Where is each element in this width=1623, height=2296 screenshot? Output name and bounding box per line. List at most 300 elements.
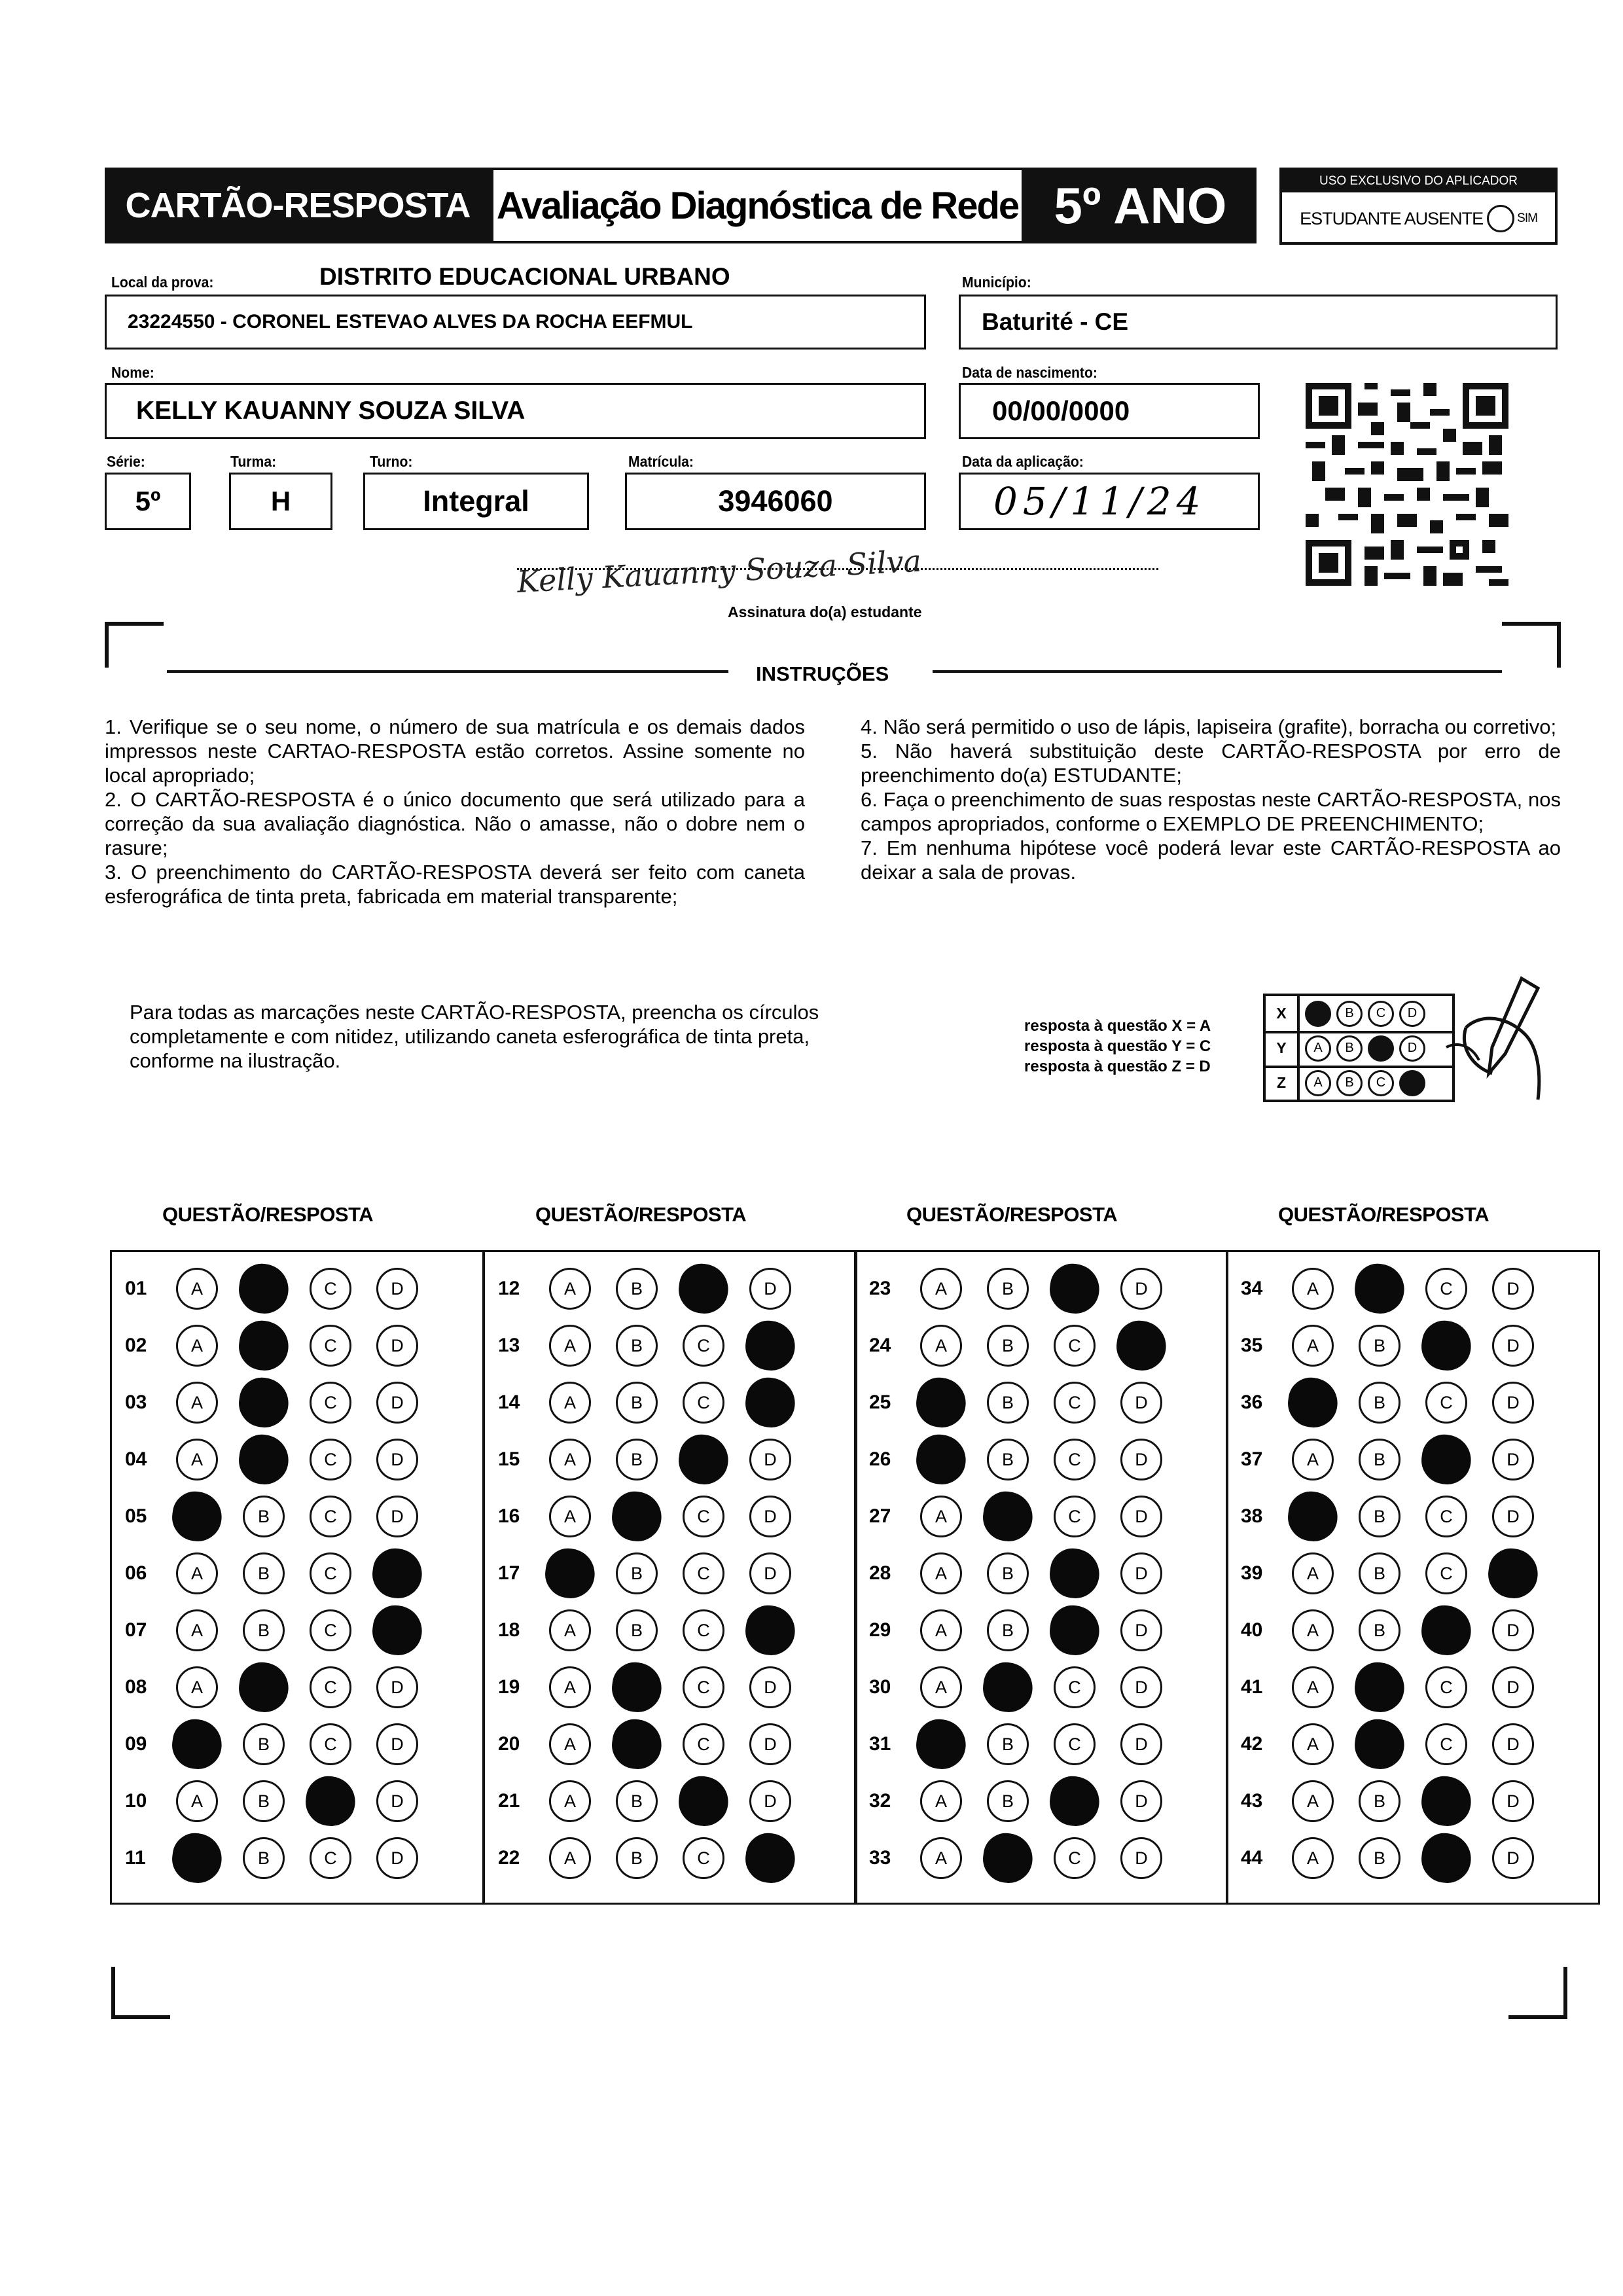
- instructions-title: INSTRUÇÕES: [756, 662, 889, 685]
- answer-bubble-d[interactable]: D: [1492, 1723, 1534, 1765]
- answer-bubble-a[interactable]: A: [176, 1609, 218, 1651]
- answer-bubble-b[interactable]: B: [616, 1780, 658, 1822]
- answer-bubble-d[interactable]: D: [1120, 1382, 1162, 1424]
- corner-mark-top-right-v: [1557, 622, 1561, 668]
- question-row: [856, 1721, 1226, 1768]
- answer-bubble-d[interactable]: D: [749, 1552, 791, 1594]
- answer-bubble-b[interactable]: B: [616, 1268, 658, 1310]
- answer-bubble-a[interactable]: [542, 1545, 597, 1601]
- answer-bubble-b[interactable]: B: [616, 1325, 658, 1367]
- answer-bubble-d[interactable]: [742, 1318, 798, 1373]
- answer-bubble-d[interactable]: [742, 1830, 798, 1886]
- answer-bubble-a[interactable]: A: [176, 1268, 218, 1310]
- answer-bubble-c[interactable]: C: [1054, 1325, 1096, 1367]
- answer-bubble-a[interactable]: A: [920, 1837, 962, 1879]
- answer-bubble-c[interactable]: C: [310, 1268, 351, 1310]
- example-bubble: A: [1305, 1035, 1331, 1062]
- answer-bubble-d[interactable]: D: [1492, 1325, 1534, 1367]
- answer-bubble-a[interactable]: A: [1292, 1723, 1334, 1765]
- question-row: [1228, 1493, 1598, 1540]
- answer-bubble-a[interactable]: A: [920, 1325, 962, 1367]
- answer-bubble-d[interactable]: D: [376, 1382, 418, 1424]
- question-number: 40: [1241, 1619, 1263, 1641]
- applicator-box: [1279, 168, 1558, 245]
- question-number: 30: [869, 1676, 891, 1698]
- answer-bubble-d[interactable]: D: [1492, 1439, 1534, 1480]
- serie-value: 5º: [135, 486, 161, 516]
- turno-label: Turno:: [370, 453, 413, 470]
- question-number: 29: [869, 1619, 891, 1641]
- answer-bubble-b[interactable]: B: [243, 1837, 285, 1879]
- answer-bubble-a[interactable]: A: [176, 1780, 218, 1822]
- instruction-6: 6. Faça o preenchimento de suas respostas neste CARTÃO-RESPOSTA, nos campos apropriados, conforme o EXEMPLO DE PREENCHIMENTO;: [861, 788, 1561, 835]
- answer-bubble-b[interactable]: [236, 1659, 291, 1715]
- answer-bubble-b[interactable]: [1351, 1659, 1407, 1715]
- answer-bubble-d[interactable]: [369, 1602, 425, 1658]
- question-number: 39: [1241, 1562, 1263, 1584]
- answer-bubble-a[interactable]: A: [1292, 1609, 1334, 1651]
- question-number: 13: [498, 1335, 520, 1356]
- example-bubble: C: [1368, 1070, 1394, 1096]
- question-number: 02: [125, 1335, 147, 1356]
- example-bubble: B: [1336, 1001, 1363, 1027]
- turno-value: Integral: [423, 484, 529, 518]
- example-row: [1266, 1031, 1452, 1068]
- answer-bubble-a[interactable]: A: [549, 1723, 591, 1765]
- applicator-title: USO EXCLUSIVO DO APLICADOR: [1282, 170, 1555, 192]
- answer-bubble-b[interactable]: [236, 1374, 291, 1430]
- answer-bubble-d[interactable]: D: [1492, 1496, 1534, 1537]
- answer-bubble-a[interactable]: [913, 1716, 969, 1772]
- corner-mark-bottom-left: [111, 2015, 170, 2019]
- question-number: 04: [125, 1448, 147, 1470]
- answer-bubble-d[interactable]: D: [376, 1780, 418, 1822]
- answer-bubble-a[interactable]: A: [549, 1439, 591, 1480]
- answer-bubble-c[interactable]: C: [310, 1439, 351, 1480]
- instructions-right: [861, 715, 1561, 884]
- answer-bubble-a[interactable]: A: [176, 1552, 218, 1594]
- answer-bubble-d[interactable]: D: [1120, 1439, 1162, 1480]
- answer-bubble-b[interactable]: B: [1359, 1496, 1400, 1537]
- answer-bubble-a[interactable]: A: [1292, 1666, 1334, 1708]
- answer-bubble-c[interactable]: C: [310, 1723, 351, 1765]
- question-row: [856, 1379, 1226, 1426]
- question-row: [112, 1835, 482, 1882]
- answer-bubble-d[interactable]: D: [376, 1496, 418, 1537]
- answer-bubble-d[interactable]: [1485, 1545, 1541, 1601]
- nome-value: KELLY KAUANNY SOUZA SILVA: [136, 397, 526, 425]
- answer-bubble-a[interactable]: A: [549, 1268, 591, 1310]
- question-number: 17: [498, 1562, 520, 1584]
- answer-bubble-d[interactable]: D: [749, 1666, 791, 1708]
- question-number: 23: [869, 1278, 891, 1299]
- answer-bubble-c[interactable]: C: [1054, 1496, 1096, 1537]
- answer-bubble-a[interactable]: A: [549, 1837, 591, 1879]
- example-row-label: Z: [1266, 1066, 1300, 1100]
- question-row: [1228, 1835, 1598, 1882]
- absent-yes-label: SIM: [1517, 211, 1537, 225]
- question-number: 09: [125, 1733, 147, 1755]
- answer-bubble-d[interactable]: D: [1492, 1609, 1534, 1651]
- answer-bubble-d[interactable]: D: [749, 1780, 791, 1822]
- answer-bubble-a[interactable]: [1285, 1374, 1340, 1430]
- answer-bubble-a[interactable]: [169, 1716, 224, 1772]
- answer-bubble-d[interactable]: D: [1492, 1382, 1534, 1424]
- answer-bubble-d[interactable]: D: [1120, 1837, 1162, 1879]
- answer-bubble-c[interactable]: C: [683, 1666, 724, 1708]
- corner-mark-top-right: [1502, 622, 1561, 626]
- answer-bubble-c[interactable]: C: [310, 1325, 351, 1367]
- answer-bubble-b[interactable]: B: [987, 1609, 1029, 1651]
- answer-bubble-c[interactable]: C: [1425, 1666, 1467, 1708]
- answer-bubble-a[interactable]: A: [1292, 1780, 1334, 1822]
- answer-bubble-c[interactable]: C: [1054, 1723, 1096, 1765]
- answer-bubble-c[interactable]: C: [1425, 1496, 1467, 1537]
- answer-bubble-d[interactable]: [369, 1545, 425, 1601]
- answer-bubble-d[interactable]: D: [749, 1723, 791, 1765]
- answer-bubble-a[interactable]: A: [549, 1325, 591, 1367]
- answer-bubble-c[interactable]: C: [683, 1496, 724, 1537]
- answer-bubble-b[interactable]: B: [616, 1609, 658, 1651]
- question-number: 22: [498, 1847, 520, 1869]
- question-number: 33: [869, 1847, 891, 1869]
- question-row: [485, 1835, 855, 1882]
- example-bubble: C: [1368, 1001, 1394, 1027]
- district-name: DISTRITO EDUCACIONAL URBANO: [319, 263, 730, 290]
- corner-mark-bottom-right: [1508, 2015, 1567, 2019]
- question-number: 32: [869, 1790, 891, 1812]
- nascimento-label: Data de nascimento:: [962, 364, 1097, 381]
- answer-bubble-c[interactable]: C: [683, 1837, 724, 1879]
- answer-bubble-c[interactable]: C: [683, 1609, 724, 1651]
- question-row: [485, 1322, 855, 1369]
- answer-bubble-b[interactable]: B: [987, 1439, 1029, 1480]
- answer-bubble-b[interactable]: B: [1359, 1439, 1400, 1480]
- answer-bubble-d[interactable]: D: [376, 1325, 418, 1367]
- answer-bubble-c[interactable]: C: [310, 1609, 351, 1651]
- answer-bubble-a[interactable]: [169, 1488, 224, 1544]
- answer-bubble-a[interactable]: [1285, 1488, 1340, 1544]
- answer-bubble-a[interactable]: [913, 1374, 969, 1430]
- signature: Kelly Kauanny Souza Silva: [516, 543, 923, 600]
- question-row: [856, 1493, 1226, 1540]
- answer-bubble-d[interactable]: D: [376, 1666, 418, 1708]
- question-number: 20: [498, 1733, 520, 1755]
- instruction-3: 3. O preenchimento do CARTÃO-RESPOSTA deverá ser feito com caneta esferográfica de tinta preta, fabricada em material transparente;: [105, 861, 805, 908]
- question-number: 35: [1241, 1335, 1263, 1356]
- example-bubble: A: [1305, 1070, 1331, 1096]
- answer-bubble-c[interactable]: [675, 1431, 731, 1487]
- answer-bubble-c[interactable]: C: [310, 1666, 351, 1708]
- answer-bubble-a[interactable]: A: [176, 1439, 218, 1480]
- instructions-rule-left: [167, 670, 728, 673]
- answer-bubble-d[interactable]: D: [376, 1268, 418, 1310]
- question-header: QUESTÃO/RESPOSTA: [162, 1203, 374, 1226]
- aplicacao-field: [959, 473, 1260, 530]
- answer-bubble-c[interactable]: C: [683, 1325, 724, 1367]
- question-row: [112, 1607, 482, 1654]
- answer-bubble-c[interactable]: C: [1425, 1268, 1467, 1310]
- question-number: 42: [1241, 1733, 1263, 1755]
- answer-bubble-d[interactable]: D: [1120, 1609, 1162, 1651]
- question-row: [1228, 1265, 1598, 1312]
- answer-bubble-b[interactable]: [609, 1488, 664, 1544]
- answer-bubble-c[interactable]: [1046, 1773, 1102, 1829]
- answer-bubble-d[interactable]: D: [1120, 1552, 1162, 1594]
- nome-label: Nome:: [111, 364, 154, 381]
- answer-bubble-c[interactable]: C: [1425, 1723, 1467, 1765]
- answer-bubble-b[interactable]: B: [987, 1552, 1029, 1594]
- answer-bubble-b[interactable]: [609, 1659, 664, 1715]
- answer-bubble-b[interactable]: [980, 1830, 1035, 1886]
- answer-bubble-c[interactable]: C: [683, 1552, 724, 1594]
- answer-bubble-b[interactable]: B: [243, 1723, 285, 1765]
- absent-bubble[interactable]: [1487, 205, 1514, 232]
- question-row: [485, 1664, 855, 1711]
- question-row: [1228, 1721, 1598, 1768]
- answer-bubble-d[interactable]: D: [1120, 1723, 1162, 1765]
- answer-bubble-c[interactable]: C: [310, 1552, 351, 1594]
- answer-bubble-a[interactable]: A: [920, 1268, 962, 1310]
- question-row: [1228, 1436, 1598, 1483]
- answer-bubble-d[interactable]: D: [749, 1496, 791, 1537]
- instruction-5: 5. Não haverá substituição deste CARTÃO-RESPOSTA por erro de preenchimento do(a) ESTUDANTE;: [861, 740, 1561, 787]
- aplicacao-label: Data da aplicação:: [962, 453, 1084, 470]
- answer-bubble-c[interactable]: C: [310, 1496, 351, 1537]
- question-row: [1228, 1322, 1598, 1369]
- instruction-2: 2. O CARTÃO-RESPOSTA é o único documento que será utilizado para a correção da sua avaliação diagnóstica. Não o amasse, não o dobre nem o rasure;: [105, 788, 805, 859]
- answer-bubble-a[interactable]: A: [920, 1666, 962, 1708]
- answer-bubble-a[interactable]: A: [549, 1382, 591, 1424]
- answer-bubble-b[interactable]: [609, 1716, 664, 1772]
- answer-bubble-c[interactable]: C: [310, 1382, 351, 1424]
- answer-bubble-a[interactable]: A: [1292, 1268, 1334, 1310]
- question-row: [112, 1778, 482, 1825]
- answer-bubble-b[interactable]: B: [243, 1609, 285, 1651]
- question-row: [856, 1265, 1226, 1312]
- answer-bubble-d[interactable]: [742, 1374, 798, 1430]
- question-number: 11: [125, 1847, 146, 1869]
- answer-bubble-c[interactable]: C: [1054, 1837, 1096, 1879]
- answer-bubble-a[interactable]: [169, 1830, 224, 1886]
- answer-bubble-a[interactable]: A: [549, 1609, 591, 1651]
- question-number: 24: [869, 1335, 891, 1356]
- answer-bubble-c[interactable]: [675, 1261, 731, 1316]
- answer-bubble-a[interactable]: A: [920, 1780, 962, 1822]
- answer-bubble-c[interactable]: C: [683, 1723, 724, 1765]
- answer-bubble-d[interactable]: D: [749, 1439, 791, 1480]
- answer-bubble-c[interactable]: C: [310, 1837, 351, 1879]
- answer-bubble-b[interactable]: B: [616, 1837, 658, 1879]
- answer-bubble-b[interactable]: B: [1359, 1837, 1400, 1879]
- question-number: 25: [869, 1391, 891, 1413]
- example-row-label: X: [1266, 996, 1300, 1031]
- answer-bubble-b[interactable]: B: [243, 1496, 285, 1537]
- question-row: [1228, 1550, 1598, 1597]
- answer-bubble-a[interactable]: A: [176, 1666, 218, 1708]
- answer-bubble-d[interactable]: D: [1492, 1837, 1534, 1879]
- absent-label: ESTUDANTE AUSENTE: [1300, 208, 1484, 228]
- question-row: [485, 1436, 855, 1483]
- answer-bubble-b[interactable]: B: [616, 1382, 658, 1424]
- example-row-label: Y: [1266, 1031, 1300, 1066]
- example-bubble: B: [1336, 1070, 1363, 1096]
- answer-bubble-b[interactable]: B: [1359, 1325, 1400, 1367]
- instructions-left: [105, 715, 805, 908]
- answer-bubble-c[interactable]: [1418, 1602, 1474, 1658]
- question-header: QUESTÃO/RESPOSTA: [1278, 1203, 1489, 1226]
- answer-bubble-d[interactable]: D: [1492, 1780, 1534, 1822]
- matricula-field: [625, 473, 926, 530]
- answer-bubble-c[interactable]: C: [1054, 1666, 1096, 1708]
- answer-bubble-a[interactable]: A: [176, 1325, 218, 1367]
- answer-bubble-b[interactable]: B: [243, 1780, 285, 1822]
- answer-bubble-c[interactable]: [1046, 1261, 1102, 1316]
- answer-bubble-b[interactable]: [980, 1659, 1035, 1715]
- answer-bubble-b[interactable]: [236, 1318, 291, 1373]
- answer-bubble-c[interactable]: [1046, 1602, 1102, 1658]
- answer-bubble-c[interactable]: C: [1054, 1439, 1096, 1480]
- answer-bubble-b[interactable]: [1351, 1261, 1407, 1316]
- question-number: 07: [125, 1619, 147, 1641]
- answer-bubble-a[interactable]: A: [1292, 1552, 1334, 1594]
- answer-bubble-a[interactable]: A: [920, 1496, 962, 1537]
- example-bubble: [1305, 1001, 1331, 1027]
- answer-bubble-a[interactable]: A: [1292, 1325, 1334, 1367]
- question-row: [856, 1835, 1226, 1882]
- answer-bubble-a[interactable]: A: [1292, 1439, 1334, 1480]
- example-bubble: [1368, 1035, 1394, 1062]
- answer-bubble-c[interactable]: C: [1054, 1382, 1096, 1424]
- answer-bubble-a[interactable]: [913, 1431, 969, 1487]
- answer-bubble-c[interactable]: [1046, 1545, 1102, 1601]
- question-number: 28: [869, 1562, 891, 1584]
- answer-bubble-d[interactable]: D: [1120, 1268, 1162, 1310]
- question-row: [485, 1721, 855, 1768]
- answer-bubble-c[interactable]: C: [1425, 1382, 1467, 1424]
- matricula-value: 3946060: [718, 484, 833, 518]
- nome-field: [105, 383, 926, 439]
- answer-bubble-d[interactable]: D: [1120, 1666, 1162, 1708]
- example-bubble: B: [1336, 1035, 1363, 1062]
- answer-bubble-a[interactable]: A: [920, 1609, 962, 1651]
- answer-bubble-b[interactable]: [236, 1261, 291, 1316]
- answer-bubble-b[interactable]: B: [987, 1723, 1029, 1765]
- answer-bubble-b[interactable]: B: [987, 1382, 1029, 1424]
- question-number: 16: [498, 1505, 520, 1527]
- question-row: [112, 1550, 482, 1597]
- answer-bubble-b[interactable]: B: [1359, 1609, 1400, 1651]
- question-row: [485, 1607, 855, 1654]
- answer-bubble-b[interactable]: B: [987, 1325, 1029, 1367]
- grade-year: 5º ANO: [1024, 168, 1257, 243]
- answer-bubble-d[interactable]: D: [376, 1723, 418, 1765]
- answer-bubble-c[interactable]: C: [683, 1382, 724, 1424]
- answer-bubble-b[interactable]: B: [616, 1552, 658, 1594]
- answer-bubble-b[interactable]: B: [616, 1439, 658, 1480]
- answer-bubble-b[interactable]: B: [1359, 1382, 1400, 1424]
- answer-bubble-b[interactable]: B: [1359, 1552, 1400, 1594]
- answer-bubble-c[interactable]: C: [1425, 1552, 1467, 1594]
- answer-bubble-a[interactable]: A: [549, 1496, 591, 1537]
- example-row: [1266, 996, 1452, 1033]
- answer-bubble-d[interactable]: D: [1492, 1666, 1534, 1708]
- question-number: 08: [125, 1676, 147, 1698]
- corner-mark-top-left-v: [105, 622, 109, 668]
- answer-bubble-c[interactable]: [1418, 1773, 1474, 1829]
- question-row: [856, 1436, 1226, 1483]
- question-row: [112, 1322, 482, 1369]
- municipio-label: Município:: [962, 274, 1031, 291]
- answer-column: [110, 1250, 484, 1905]
- answer-bubble-c[interactable]: [1418, 1431, 1474, 1487]
- answer-bubble-d[interactable]: D: [1120, 1780, 1162, 1822]
- question-number: 34: [1241, 1278, 1263, 1299]
- answer-bubble-c[interactable]: [302, 1773, 358, 1829]
- answer-bubble-d[interactable]: D: [376, 1439, 418, 1480]
- answer-bubble-b[interactable]: B: [243, 1552, 285, 1594]
- answer-bubble-d[interactable]: D: [1492, 1268, 1534, 1310]
- question-row: [485, 1265, 855, 1312]
- answer-bubble-b[interactable]: B: [987, 1780, 1029, 1822]
- answer-bubble-b[interactable]: [1351, 1716, 1407, 1772]
- question-row: [856, 1664, 1226, 1711]
- answer-bubble-c[interactable]: [675, 1773, 731, 1829]
- question-number: 01: [125, 1278, 147, 1299]
- answer-bubble-d[interactable]: [1113, 1318, 1169, 1373]
- example-legend-z: resposta à questão Z = D: [1024, 1058, 1211, 1075]
- question-number: 44: [1241, 1847, 1263, 1869]
- matricula-label: Matrícula:: [628, 453, 694, 470]
- answer-bubble-b[interactable]: [236, 1431, 291, 1487]
- answer-bubble-a[interactable]: A: [549, 1666, 591, 1708]
- answer-bubble-c[interactable]: [1418, 1318, 1474, 1373]
- example-row: [1266, 1066, 1452, 1100]
- question-number: 18: [498, 1619, 520, 1641]
- nascimento-value: 00/00/0000: [992, 395, 1130, 426]
- turma-field: [229, 473, 332, 530]
- corner-mark-bottom-left-v: [111, 1967, 115, 2019]
- example-legend: [1024, 1016, 1211, 1077]
- school-field: [105, 295, 926, 350]
- serie-field: [105, 473, 191, 530]
- question-row: [485, 1379, 855, 1426]
- answer-bubble-c[interactable]: [1418, 1830, 1474, 1886]
- answer-bubble-a[interactable]: A: [176, 1382, 218, 1424]
- question-header: QUESTÃO/RESPOSTA: [535, 1203, 747, 1226]
- question-row: [856, 1778, 1226, 1825]
- question-number: 10: [125, 1790, 147, 1812]
- answer-bubble-b[interactable]: [980, 1488, 1035, 1544]
- answer-bubble-d[interactable]: D: [749, 1268, 791, 1310]
- answer-bubble-a[interactable]: A: [549, 1780, 591, 1822]
- question-number: 27: [869, 1505, 891, 1527]
- answer-bubble-a[interactable]: A: [920, 1552, 962, 1594]
- instruction-4: 4. Não será permitido o uso de lápis, lapiseira (grafite), borracha ou corretivo;: [861, 715, 1557, 738]
- answer-bubble-b[interactable]: B: [1359, 1780, 1400, 1822]
- answer-bubble-b[interactable]: B: [987, 1268, 1029, 1310]
- question-row: [1228, 1379, 1598, 1426]
- question-number: 06: [125, 1562, 147, 1584]
- answer-bubble-a[interactable]: A: [1292, 1837, 1334, 1879]
- municipio-value: Baturité - CE: [982, 308, 1129, 335]
- example-bubble: [1399, 1070, 1425, 1096]
- answer-bubble-d[interactable]: [742, 1602, 798, 1658]
- answer-bubble-d[interactable]: D: [1120, 1496, 1162, 1537]
- answer-bubble-d[interactable]: D: [376, 1837, 418, 1879]
- question-number: 41: [1241, 1676, 1263, 1698]
- qr-code-icon: [1306, 383, 1508, 586]
